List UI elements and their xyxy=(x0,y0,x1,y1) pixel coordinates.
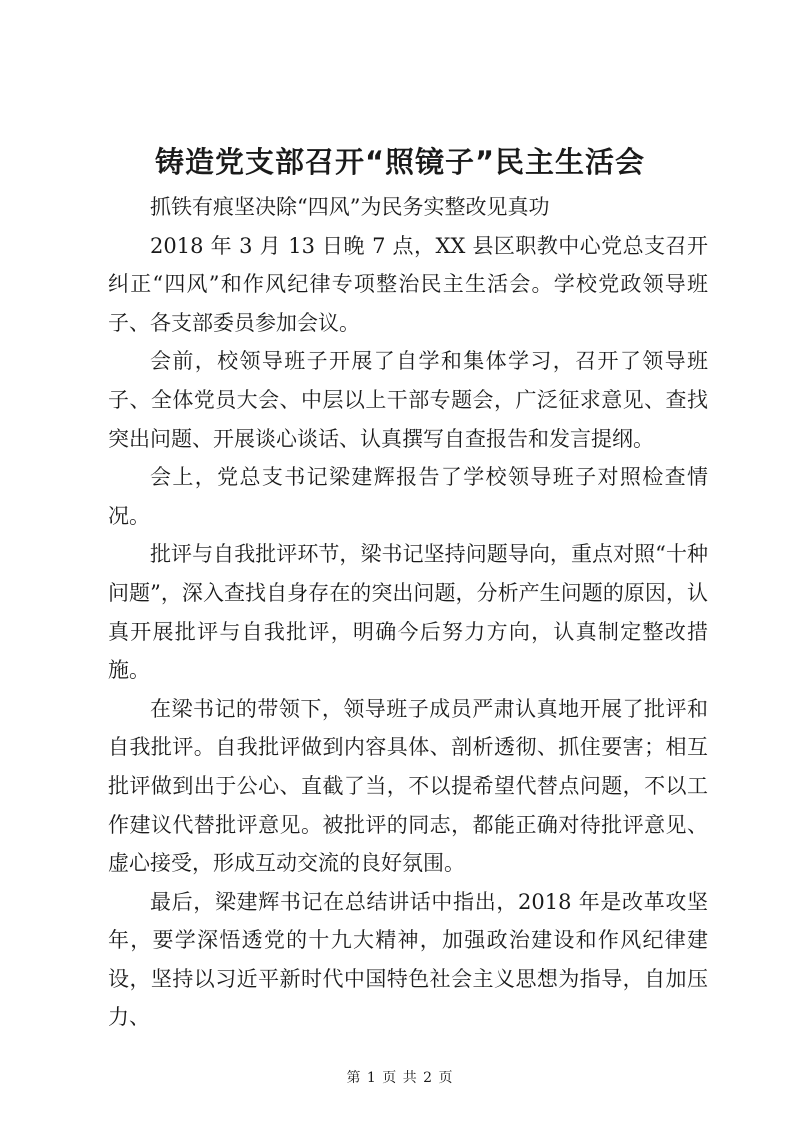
body-paragraph: 2018 年 3 月 13 日晚 7 点，XX 县区职教中心党总支召开纠正“四风”和作风纪律专项整治民主生活会。学校党政领导班子、各支部委员参加会议。 xyxy=(108,233,708,335)
page-footer: 第 1 页 共 2 页 xyxy=(346,1070,454,1086)
body-paragraph: 批评与自我批评环节，梁书记坚持问题导向，重点对照“十种问题”，深入查找自身存在的突出问题，分析产生问题的原因，认真开展批评与自我批评，明确今后努力方向，认真制定整改措施。 xyxy=(108,542,708,683)
document-body xyxy=(108,188,708,1037)
body-paragraph: 会前，校领导班子开展了自学和集体学习，召开了领导班子、全体党员大会、中层以上干部专题会，广泛征求意见、查找突出问题、开展谈心谈话、认真撰写自查报告和发言提纲。 xyxy=(108,349,708,451)
body-paragraph: 在梁书记的带领下，领导班子成员严肃认真地开展了批评和自我批评。自我批评做到内容具体、剖析透彻、抓住要害；相互批评做到出于公心、直截了当，不以提希望代替点问题，不以工作建议代替批评意见。被批评的同志，都能正确对待批评意见、虚心接受，形成互动交流的良好氛围。 xyxy=(108,696,708,876)
document-title: 铸造党支部召开“照镜子”民主生活会 xyxy=(154,145,646,179)
subtitle-paragraph: 抓铁有痕坚决除“四风”为民务实整改见真功 xyxy=(150,195,550,219)
body-paragraph: 最后，梁建辉书记在总结讲话中指出，2018 年是改革攻坚年，要学深悟透党的十九大精神，加强政治建设和作风纪律建设，坚持以习近平新时代中国特色社会主义思想为指导，自加压力、 xyxy=(108,889,708,1030)
body-paragraph: 会上，党总支书记梁建辉报告了学校领导班子对照检查情况。 xyxy=(108,465,708,528)
